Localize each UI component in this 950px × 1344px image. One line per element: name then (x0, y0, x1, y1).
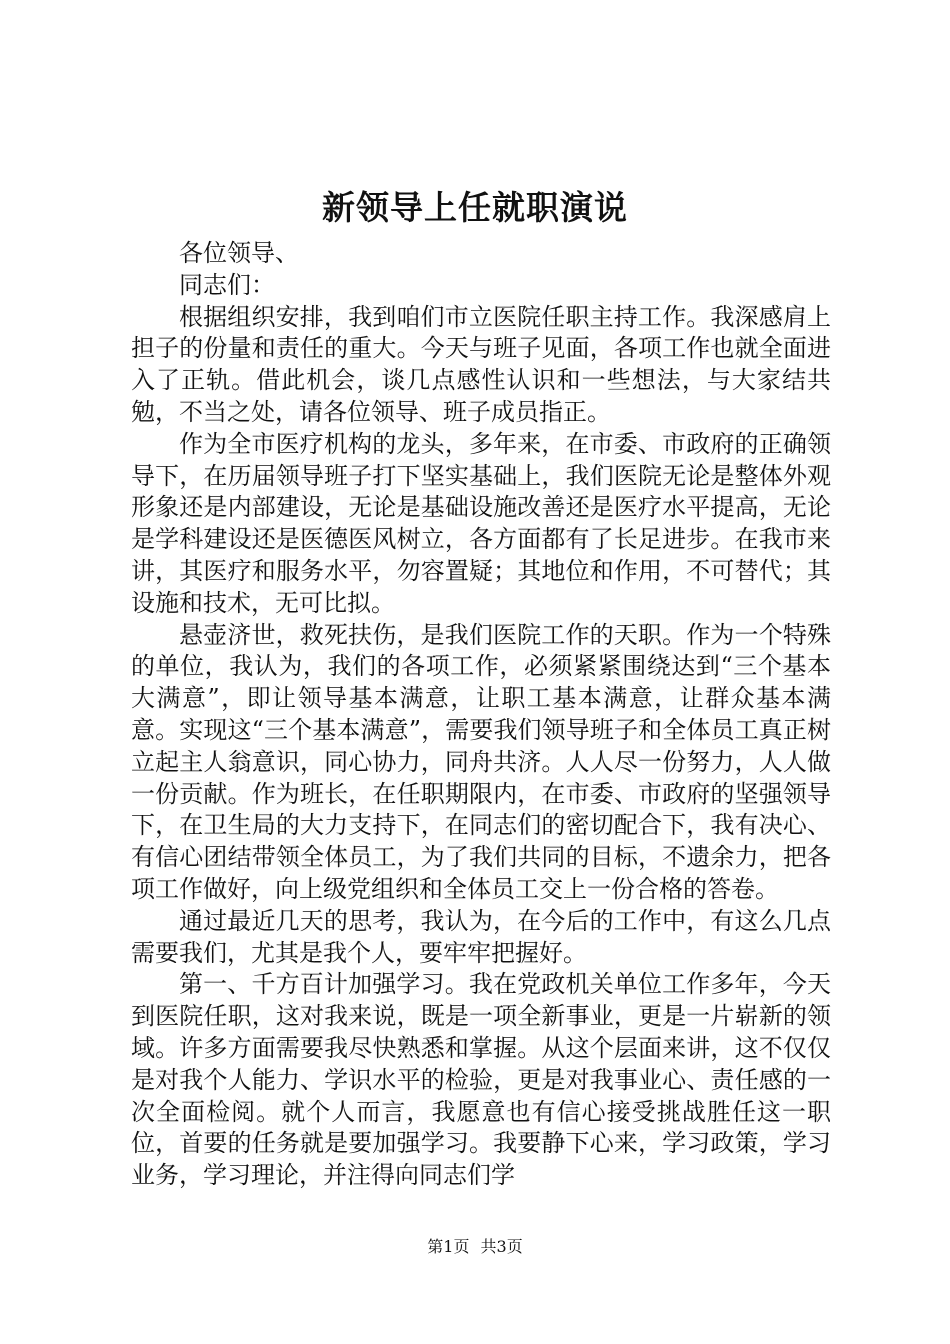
page-number: 第1页 (427, 1237, 470, 1256)
paragraph: 悬壶济世，救死扶伤，是我们医院工作的天职。作为一个特殊的单位，我认为，我们的各项工作，必须紧紧围绕达到“三个基本大满意”，即让领导基本满意，让职工基本满意，让群众基本满意。实现这“三个基本满意”，需要我们领导班子和全体员工真正树立起主人翁意识，同心协力，同舟共济。人人尽一份努力，人人做一份贡献。作为班长，在任职期限内，在市委、市政府的坚强领导下，在卫生局的大力支持下，在同志们的密切配合下，我有决心、有信心团结带领全体员工，为了我们共同的目标，不遗余力，把各项工作做好，向上级党组织和全体员工交上一份合格的答卷。 (131, 620, 831, 903)
page-footer (0, 1236, 950, 1258)
salutation-line: 各位领导、 (179, 239, 299, 267)
page-total: 共3页 (480, 1237, 523, 1256)
document-body (131, 238, 831, 1192)
paragraph: 通过最近几天的思考，我认为，在今后的工作中，有这么几点需要我们，尤其是我个人，要牢牢把握好。 (131, 906, 831, 967)
paragraph: 作为全市医疗机构的龙头，多年来，在市委、市政府的正确领导下，在历届领导班子打下坚实基础上，我们医院无论是整体外观形象还是内部建设，无论是基础设施改善还是医疗水平提高，无论是学科建设还是医德医风树立，各方面都有了长足进步。在我市来讲，其医疗和服务水平，勿容置疑；其地位和作用，不可替代；其设施和技术，无可比拟。 (131, 429, 831, 617)
paragraph: 根据组织安排，我到咱们市立医院任职主持工作。我深感肩上担子的份量和责任的重大。今天与班子见面，各项工作也就全面进入了正轨。借此机会，谈几点感性认识和一些想法，与大家结共勉，不当之处，请各位领导、班子成员指正。 (131, 302, 831, 426)
page-title: 新领导上任就职演说 (322, 188, 628, 227)
salutation-line: 同志们： (179, 270, 275, 299)
paragraph: 第一、千方百计加强学习。我在党政机关单位工作多年，今天到医院任职，这对我来说，既是一项全新事业，更是一片崭新的领域。许多方面需要我尽快熟悉和掌握。从这个层面来讲，这不仅仅是对我个人能力、学识水平的检验，更是对我事业心、责任感的一次全面检阅。就个人而言，我愿意也有信心接受挑战胜任这一职位，首要的任务就是要加强学习。我要静下心来，学习政策，学习业务，学习理论，并注得向同志们学 (131, 970, 831, 1190)
